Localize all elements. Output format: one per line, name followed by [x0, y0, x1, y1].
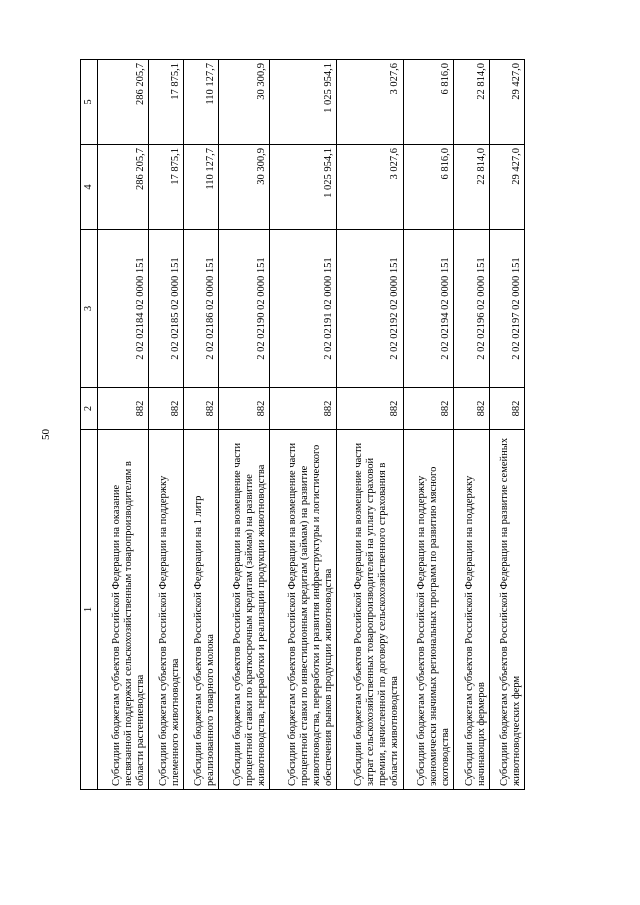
table-row — [403, 60, 454, 790]
row-col5-cell: 6 816,0 — [403, 60, 454, 145]
row-admin-cell: 882 — [98, 388, 149, 430]
table-row — [219, 60, 270, 790]
row-col4-cell: 1 025 954,1 — [270, 145, 337, 230]
row-name-cell: Субсидии бюджетам субъектов Российской Федерации на поддержку начинающих фермеров — [454, 430, 489, 790]
header-cell-4: 4 — [81, 145, 98, 230]
rotated-table-area — [80, 60, 525, 790]
row-name-cell: Субсидии бюджетам субъектов Российской Федерации на возмещение части процентной ставки по инвестиционным кредитам (займам) на развитие животноводства, переработки и развития инфраструктуры и логистического обеспечения рынков продукции животноводства — [270, 430, 337, 790]
row-name-cell: Субсидии бюджетам субъектов Российской Федерации на поддержку экономически значимых региональных программ по развитию мясного скотоводства — [403, 430, 454, 790]
table-row — [454, 60, 489, 790]
row-admin-cell: 882 — [184, 388, 219, 430]
table-wrap — [80, 60, 525, 790]
row-col4-cell: 30 300,9 — [219, 145, 270, 230]
row-col4-cell: 6 816,0 — [403, 145, 454, 230]
row-col4-cell: 29 427,0 — [489, 145, 524, 230]
row-code-cell: 2 02 02192 02 0000 151 — [336, 230, 403, 388]
row-col5-cell: 30 300,9 — [219, 60, 270, 145]
row-code-cell: 2 02 02184 02 0000 151 — [98, 230, 149, 388]
row-name-cell: Субсидии бюджетам субъектов Российской Федерации на 1 литр реализованного товарного молока — [184, 430, 219, 790]
row-admin-cell: 882 — [148, 388, 183, 430]
row-name-cell: Субсидии бюджетам субъектов Российской Федерации на развитие семейных животноводческих ферм — [489, 430, 524, 790]
row-admin-cell: 882 — [454, 388, 489, 430]
row-name-cell: Субсидии бюджетам субъектов Российской Федерации на возмещение части процентной ставки по краткосрочным кредитам (займам) на развитие животноводства, переработки и реализации продукции животноводства — [219, 430, 270, 790]
row-code-cell: 2 02 02185 02 0000 151 — [148, 230, 183, 388]
page-number: 50 — [40, 429, 52, 440]
header-row — [81, 60, 98, 790]
row-admin-cell: 882 — [336, 388, 403, 430]
row-code-cell: 2 02 02196 02 0000 151 — [454, 230, 489, 388]
table-row — [148, 60, 183, 790]
header-cell-2: 2 — [81, 388, 98, 430]
row-admin-cell: 882 — [403, 388, 454, 430]
row-col5-cell: 286 205,7 — [98, 60, 149, 145]
row-col5-cell: 29 427,0 — [489, 60, 524, 145]
row-admin-cell: 882 — [270, 388, 337, 430]
row-code-cell: 2 02 02186 02 0000 151 — [184, 230, 219, 388]
row-col4-cell: 3 027,6 — [336, 145, 403, 230]
row-name-cell: Субсидии бюджетам субъектов Российской Федерации на оказание несвязанной поддержки сельскохозяйственным товаропроизводителям в области растениеводства — [98, 430, 149, 790]
row-col4-cell: 110 127,7 — [184, 145, 219, 230]
table-row — [270, 60, 337, 790]
row-col5-cell: 110 127,7 — [184, 60, 219, 145]
table-row — [336, 60, 403, 790]
header-cell-1: 1 — [81, 430, 98, 790]
budget-table — [80, 59, 525, 790]
row-admin-cell: 882 — [489, 388, 524, 430]
header-cell-3: 3 — [81, 230, 98, 388]
row-col4-cell: 286 205,7 — [98, 145, 149, 230]
row-admin-cell: 882 — [219, 388, 270, 430]
row-code-cell: 2 02 02194 02 0000 151 — [403, 230, 454, 388]
row-col5-cell: 22 814,0 — [454, 60, 489, 145]
row-name-cell: Субсидии бюджетам субъектов Российской Федерации на поддержку племенного животноводства — [148, 430, 183, 790]
table-row — [184, 60, 219, 790]
row-code-cell: 2 02 02197 02 0000 151 — [489, 230, 524, 388]
row-col4-cell: 22 814,0 — [454, 145, 489, 230]
header-cell-5: 5 — [81, 60, 98, 145]
table-row — [489, 60, 524, 790]
row-code-cell: 2 02 02191 02 0000 151 — [270, 230, 337, 388]
row-col5-cell: 17 875,1 — [148, 60, 183, 145]
row-code-cell: 2 02 02190 02 0000 151 — [219, 230, 270, 388]
row-name-cell: Субсидии бюджетам субъектов Российской Федерации на возмещение части затрат сельскохозяйственных товаропроизводителей на уплату страховой премии, начисленной по договору сельскохозяйственного страхования в области животноводства — [336, 430, 403, 790]
row-col4-cell: 17 875,1 — [148, 145, 183, 230]
row-col5-cell: 1 025 954,1 — [270, 60, 337, 145]
row-col5-cell: 3 027,6 — [336, 60, 403, 145]
table-row — [98, 60, 149, 790]
